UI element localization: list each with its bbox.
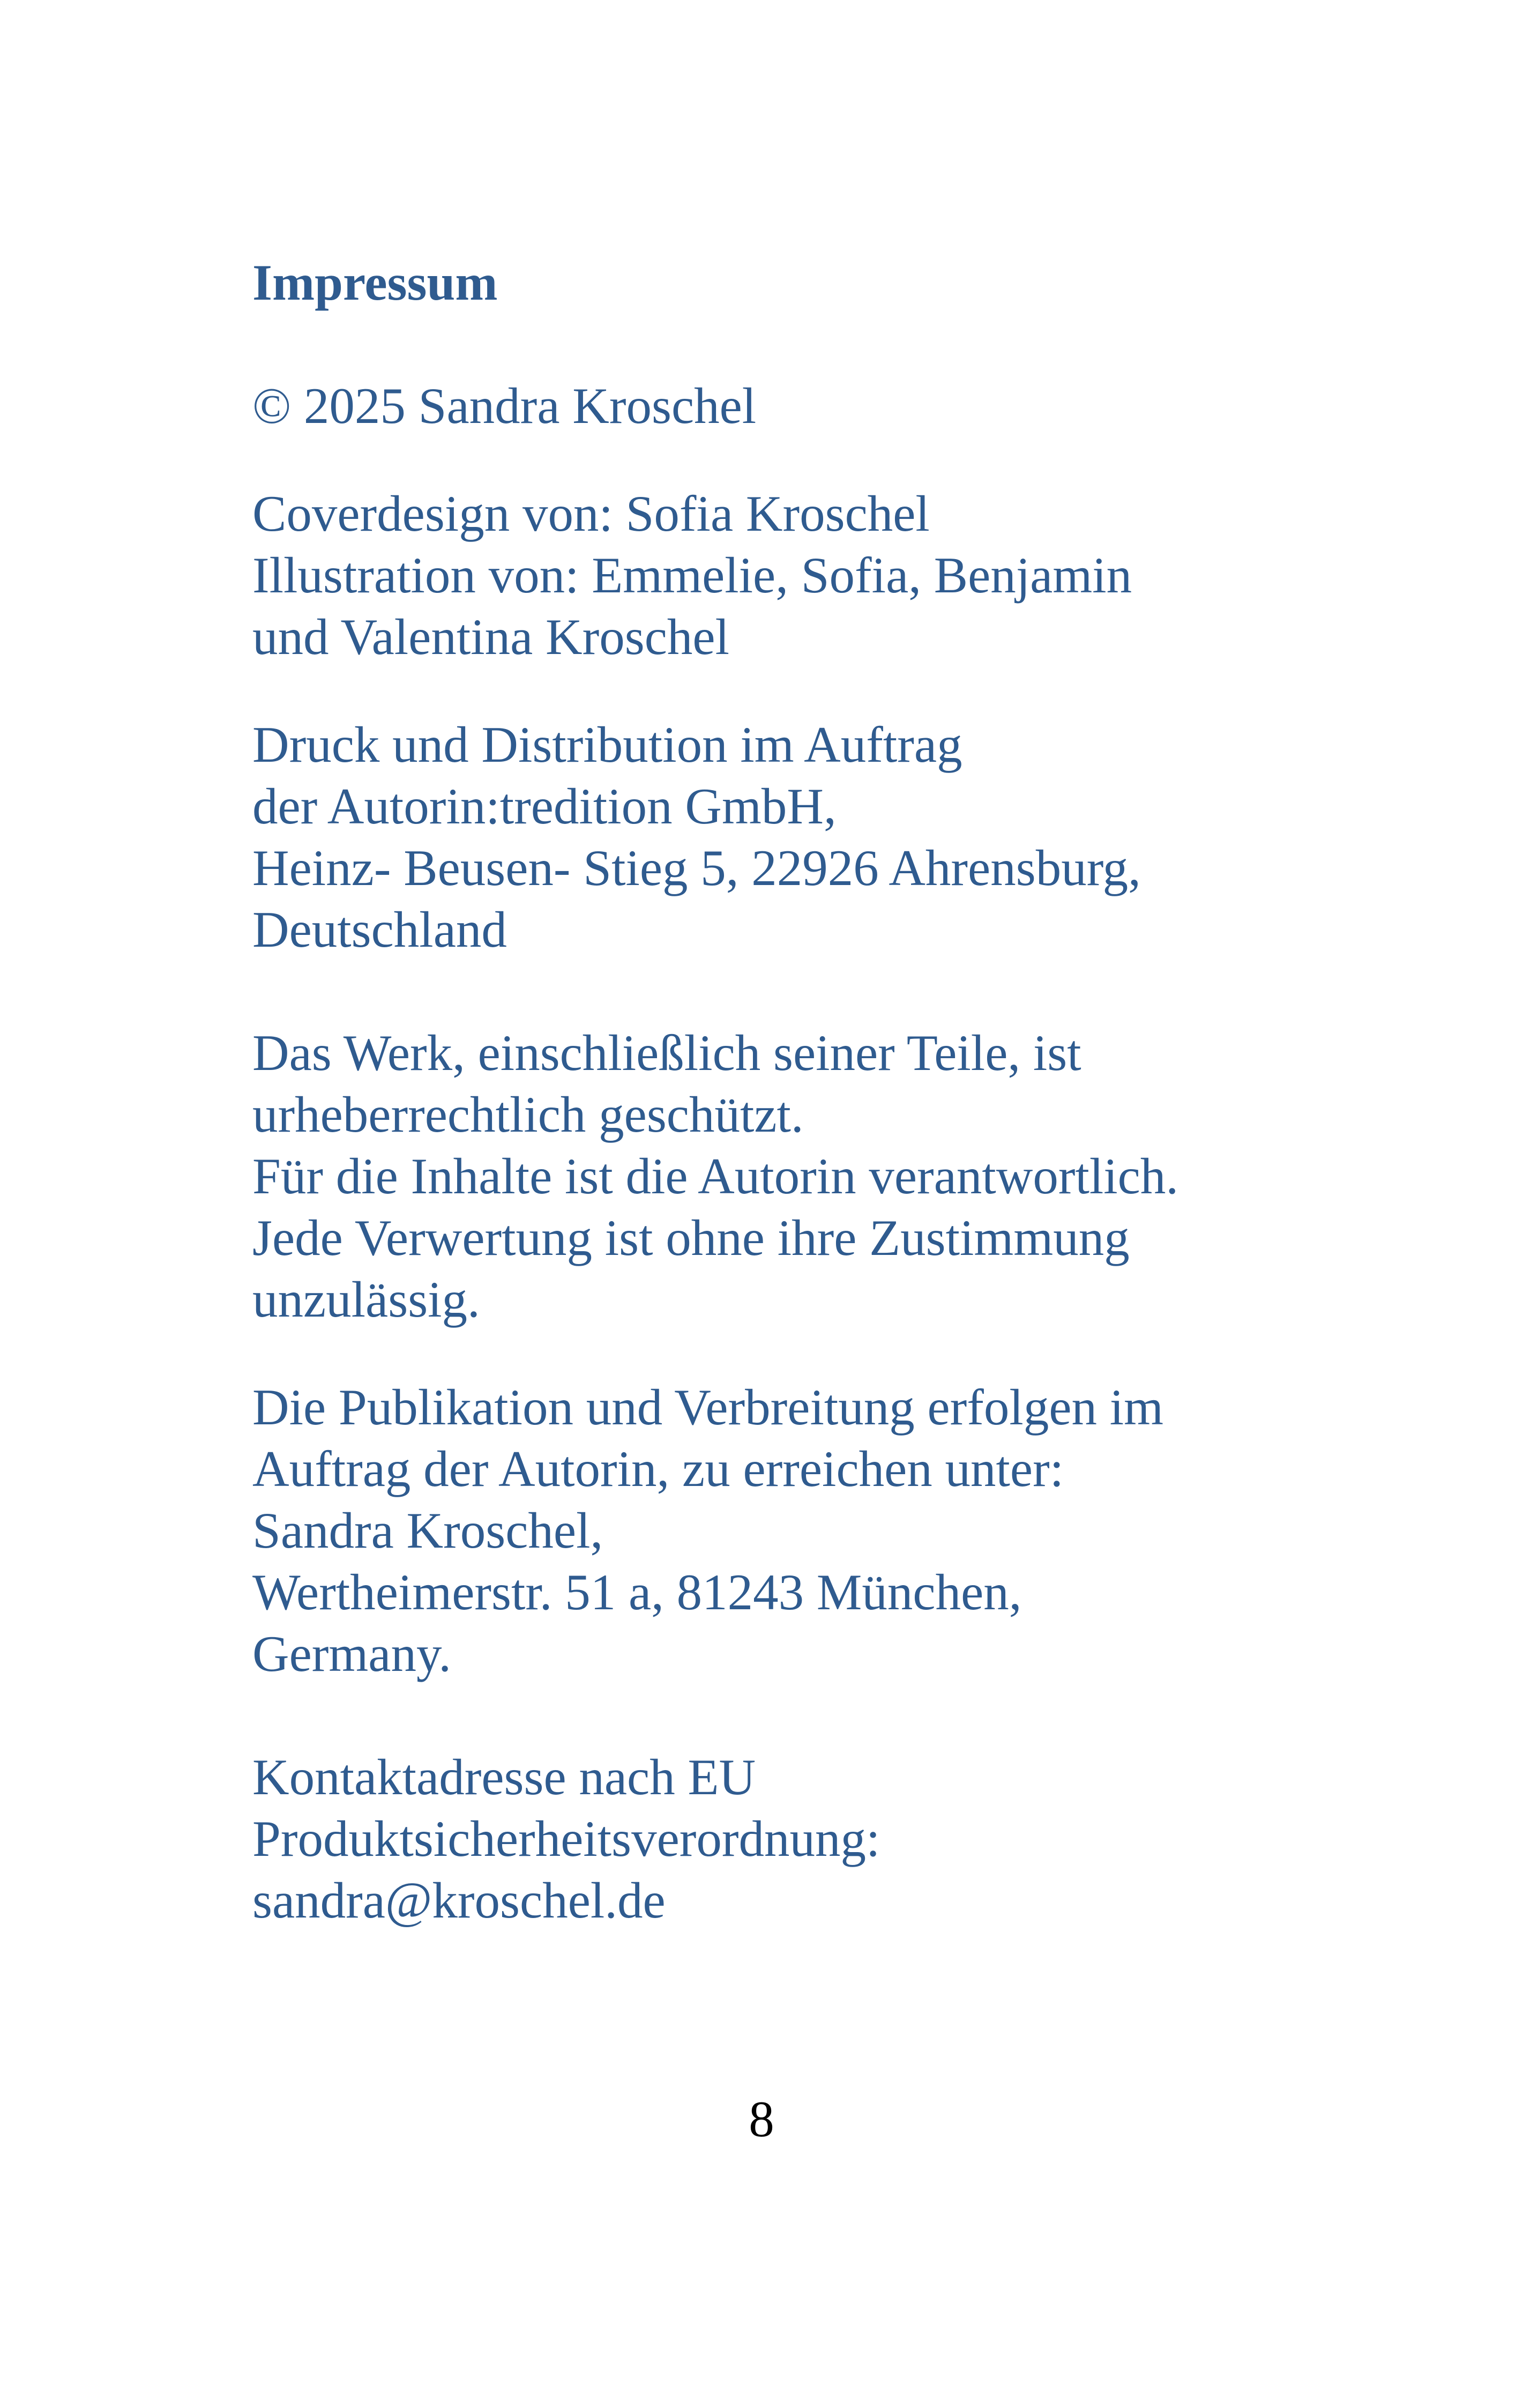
distribution-line: Druck und Distribution im Auftrag: [252, 716, 962, 773]
rights-line: urheberrechtlich geschützt.: [252, 1086, 804, 1143]
credits-block: [252, 483, 1324, 668]
publication-line: Germany.: [252, 1625, 452, 1682]
distribution-line: Heinz- Beusen- Stieg 5, 22926 Ahrensburg,: [252, 839, 1141, 896]
distribution-line: Deutschland: [252, 901, 507, 958]
publication-block: [252, 1377, 1324, 1685]
spacer: [252, 1685, 1324, 1746]
publication-line: Sandra Kroschel,: [252, 1502, 603, 1559]
rights-line: Jede Verwertung ist ohne ihre Zustimmung: [252, 1209, 1130, 1266]
spacer: [252, 961, 1324, 1022]
rights-block: [252, 1022, 1324, 1331]
credits-line: Coverdesign von: Sofia Kroschel: [252, 485, 930, 542]
contact-line: Produktsicherheitsverordnung:: [252, 1810, 880, 1867]
rights-line: unzulässig.: [252, 1271, 480, 1328]
copyright-line: © 2025 Sandra Kroschel: [252, 377, 757, 434]
contact-line: Kontaktadresse nach EU: [252, 1749, 756, 1805]
publication-line: Die Publikation und Verbreitung erfolgen im: [252, 1379, 1164, 1436]
contact-email: sandra@kroschel.de: [252, 1872, 666, 1929]
distribution-line: der Autorin:tredition GmbH,: [252, 778, 837, 835]
page-number: 8: [749, 2091, 774, 2147]
rights-line: Für die Inhalte ist die Autorin verantwortlich.: [252, 1148, 1179, 1205]
publication-line: Wertheimerstr. 51 a, 81243 München,: [252, 1564, 1022, 1621]
credits-line: Illustration von: Emmelie, Sofia, Benjamin: [252, 547, 1132, 604]
spacer: [252, 437, 1324, 483]
spacer: [252, 314, 1324, 375]
publication-line: Auftrag der Autorin, zu erreichen unter:: [252, 1440, 1064, 1497]
contact-block: [252, 1746, 1324, 1931]
spacer: [252, 1331, 1324, 1377]
distribution-block: [252, 714, 1324, 961]
imprint-content: [252, 252, 1324, 1931]
spacer: [252, 668, 1324, 714]
rights-line: Das Werk, einschließlich seiner Teile, ist: [252, 1024, 1081, 1081]
imprint-heading: Impressum: [252, 254, 498, 311]
credits-line: und Valentina Kroschel: [252, 608, 729, 665]
